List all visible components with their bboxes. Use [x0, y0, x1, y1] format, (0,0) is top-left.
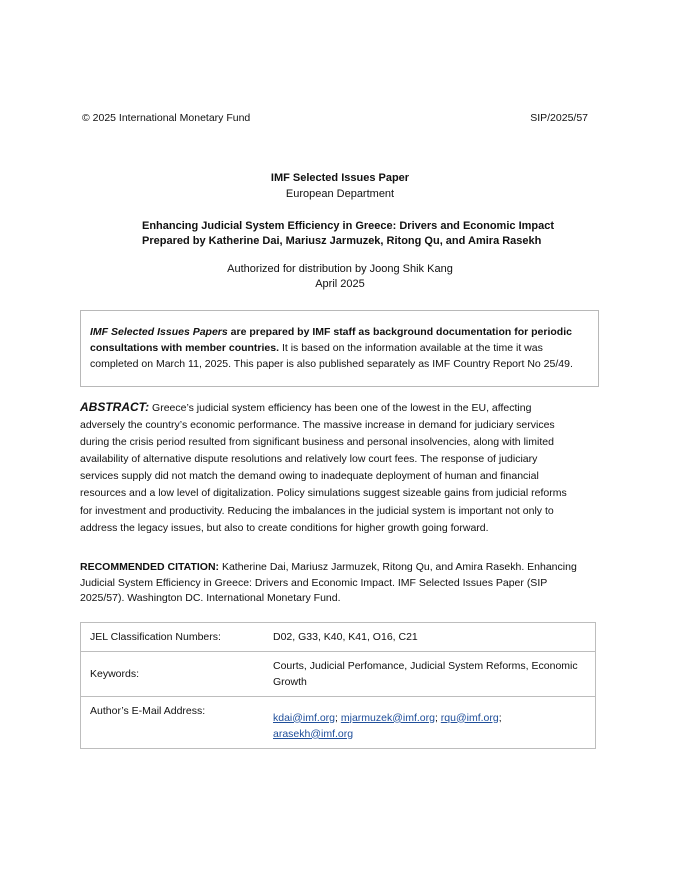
table-row	[81, 623, 596, 652]
abstract-text: Greece’s judicial system efficiency has been one of the lowest in the EU, affecting adversely the country’s economic performance. The massive increase in demand for judiciary services during the crisis period resulted from significant business and personal insolvencies, along with limited availability of alternative dispute resolutions and relatively low court fees. The response of judiciary services supply did not match the demand owing to inadequate deployment of human and financial resources and a low level of digitalization. Policy simulations suggest sizeable gains from judicial reforms for investment and productivity. Reducing the imbalances in the judicial system is important not only to address the legacy issues, but also to create conditions for higher growth going forward.	[80, 402, 567, 534]
email-link-arasekh[interactable]: arasekh@imf.org	[273, 727, 354, 740]
keywords-label: Keywords:	[81, 652, 266, 697]
email-label: Author’s E-Mail Address:	[81, 697, 266, 749]
paper-id: SIP/2025/57	[530, 112, 588, 124]
table-row	[81, 697, 596, 749]
disclaimer-bold-text: are prepared by IMF staff as background documentation for periodic consultations with member countries.	[90, 326, 572, 354]
info-table	[80, 622, 596, 749]
authorized-by: Authorized for distribution by Joong Shik Kang	[227, 263, 453, 275]
jel-label: JEL Classification Numbers:	[81, 623, 266, 652]
citation-section	[80, 560, 585, 607]
paper-title-block	[142, 219, 602, 249]
email-separator: ;	[434, 711, 441, 724]
abstract-label: ABSTRACT:	[80, 400, 150, 414]
email-separator: ;	[498, 711, 502, 724]
email-list	[265, 697, 596, 749]
email-separator: ;	[335, 711, 341, 724]
citation-label: RECOMMENDED CITATION:	[80, 561, 220, 573]
prepared-by: Prepared by Katherine Dai, Mariusz Jarmuzek, Ritong Qu, and Amira Rasekh	[142, 235, 542, 247]
abstract-section	[80, 399, 578, 537]
paper-title: Enhancing Judicial System Efficiency in Greece: Drivers and Economic Impact	[142, 220, 555, 232]
disclaimer-box	[80, 310, 599, 387]
disclaimer-series-name: IMF Selected Issues Papers	[90, 326, 228, 338]
email-link-rqu[interactable]: rqu@imf.org	[440, 711, 499, 724]
publication-date: April 2025	[315, 278, 365, 290]
keywords-value: Courts, Judicial Perfomance, Judicial System Reforms, Economic Growth	[265, 652, 596, 697]
email-link-kdai[interactable]: kdai@imf.org	[273, 711, 336, 724]
jel-value: D02, G33, K40, K41, O16, C21	[265, 623, 596, 652]
email-link-mjarmuzek[interactable]: mjarmuzek@imf.org	[340, 711, 435, 724]
table-row	[81, 652, 596, 697]
header-line	[82, 112, 588, 124]
citation-text: Katherine Dai, Mariusz Jarmuzek, Ritong Qu, and Amira Rasekh. Enhancing Judicial System Efficiency in Greece: Drivers and Economic Impact. IMF Selected Issues Paper (SIP 2025/57). Washington DC. International Monetary Fund.	[80, 561, 577, 604]
department-name: European Department	[285, 188, 395, 200]
disclaimer-text: It is based on the information available at the time it was completed on March 11, 2025. This paper is also published separately as IMF Country Report No 25/49.	[90, 342, 573, 370]
copyright-notice: © 2025 International Monetary Fund	[82, 112, 251, 124]
series-title: IMF Selected Issues Paper	[270, 172, 410, 184]
